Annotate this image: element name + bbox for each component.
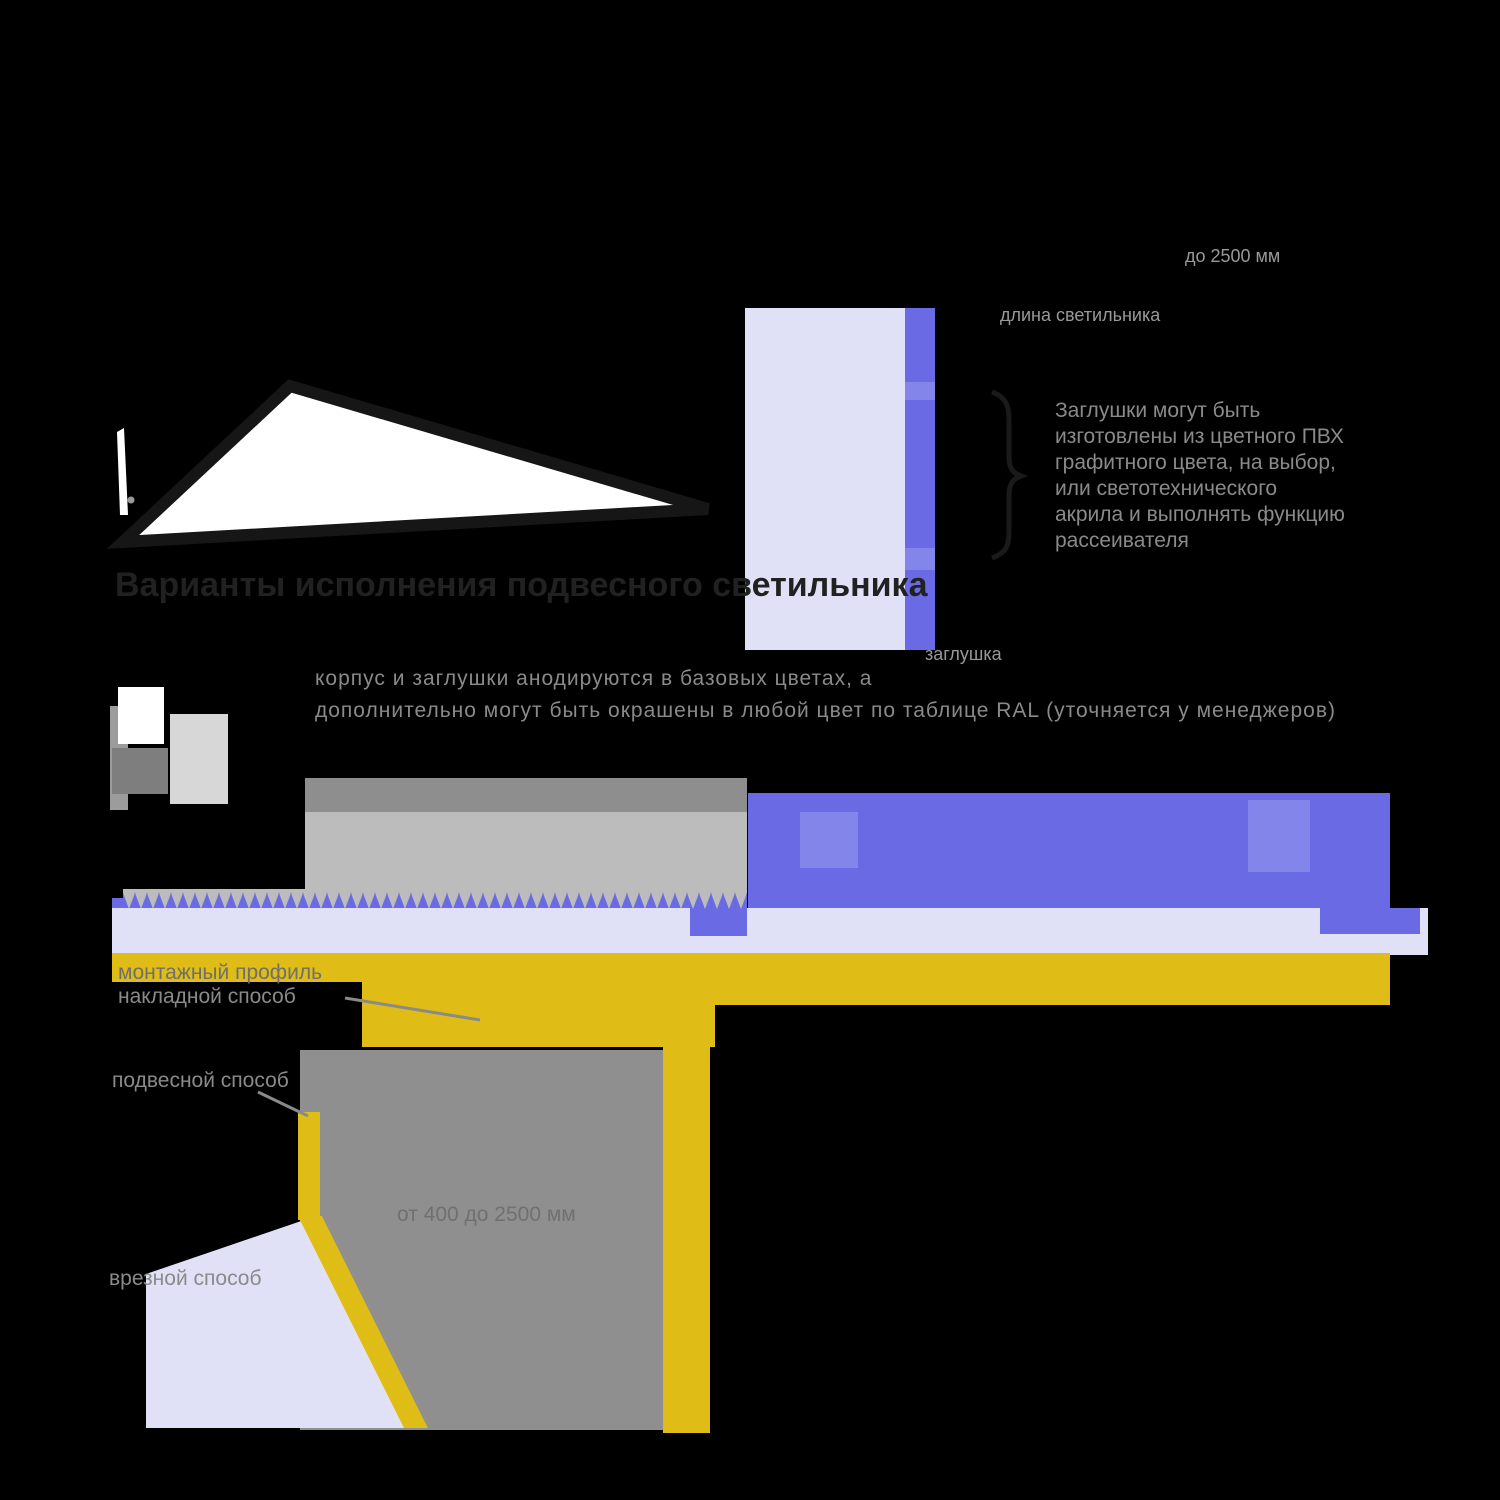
recessed-mount-label-text: врезной способ: [109, 1267, 262, 1290]
endcap-note-line: акрила и выполнять функцию: [1055, 503, 1345, 526]
finish-note-line2: дополнительно могут быть окрашены в любой цвет по таблице RAL (уточняется у менеджеров): [315, 699, 1336, 722]
finish-note-line1: [315, 666, 1425, 690]
fixture-top-view: [123, 386, 708, 542]
fragment-top-right-b: [1185, 243, 1315, 266]
fragment-top-right-a: [1000, 302, 1161, 325]
page-title: Варианты исполнения подвесного светильника: [115, 566, 928, 604]
suspension-range: от 400 до 2500 мм: [397, 1203, 576, 1226]
leader-surface-mount: [345, 998, 480, 1020]
endcap-note-line: или светотехнического: [1055, 477, 1278, 500]
surface-mount-line1-text: монтажный профиль: [118, 961, 323, 984]
fragment-top-right-a-text: длина светильника: [1000, 305, 1161, 325]
recessed-mount-label: [109, 1266, 279, 1290]
endcap-note-line: графитного цвета, на выбор,: [1055, 451, 1336, 474]
suspended-mount-label: подвесной способ: [112, 1069, 289, 1092]
endcap-note-line: изготовлены из цветного ПВХ: [1055, 425, 1344, 448]
finish-note-line1-text: корпус и заглушки анодируются в базовых цветах, а: [315, 667, 873, 690]
brace-icon: [992, 392, 1021, 558]
leader-suspended-mount: [258, 1092, 308, 1116]
fragment-top-right-b-text: до 2500 мм: [1185, 246, 1281, 266]
surface-mount-line1: [118, 960, 378, 984]
surface-mount-label: накладной способ: [118, 985, 296, 1008]
endcap-edge-segment-1: [905, 382, 935, 400]
suspension-hook-mark: [117, 428, 128, 515]
endcap-note-line: Заглушки могут быть: [1055, 399, 1261, 422]
endcap-note: [1055, 398, 1345, 554]
heatsink-teeth: [123, 889, 747, 909]
fragment-endcap-caption-text: заглушка: [925, 644, 1002, 664]
endcap-note-line: рассеивателя: [1055, 529, 1189, 552]
suspension-dot-mark: [128, 497, 135, 504]
fragment-endcap-caption: [925, 641, 1025, 664]
